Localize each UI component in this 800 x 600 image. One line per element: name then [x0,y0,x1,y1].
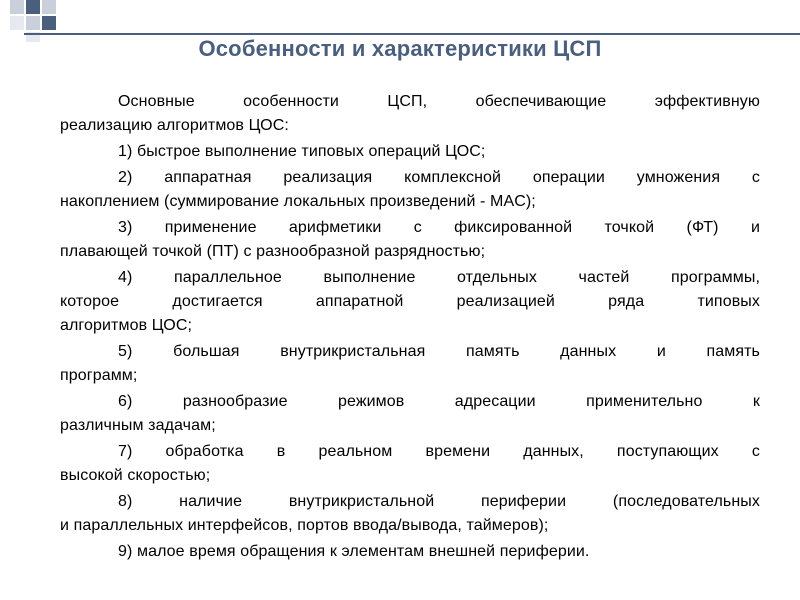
text-line: 2) аппаратная реализация комплексной операции умножения с [118,169,760,186]
text-line: 6) разнообразие режимов адресации применительно к [118,393,760,410]
text-line: алгоритмов ЦОС; [60,317,193,334]
list-item [60,440,760,488]
text-line: которое достигается аппаратной реализацией ряда типовых [60,293,760,310]
page-title: Особенности и характеристики ЦСП [198,36,602,61]
text-line: реализацию алгоритмов ЦОС: [60,117,289,134]
list-item [60,490,760,538]
deco-square [26,0,40,14]
text-line: 1) быстрое выполнение типовых операций ЦОС; [118,143,486,160]
text-line: 5) большая внутрикристальная память данных и память [118,343,760,360]
list-item [60,540,760,564]
slide-body [60,90,760,566]
text-line: 3) применение арифметики с фиксированной точкой (ФТ) и [118,219,760,236]
text-line: высокой скоростью; [60,467,211,484]
deco-square [42,16,56,30]
list-item [60,266,760,338]
list-item [60,340,760,388]
text-line: 9) малое время обращения к элементам внешней периферии. [118,543,590,560]
list-item [60,216,760,264]
list-item [60,166,760,214]
text-line: программ; [60,367,138,384]
deco-square [42,0,56,14]
text-line: Основные особенности ЦСП, обеспечивающие эффективную [118,93,760,110]
list-item [60,390,760,438]
list-item [60,140,760,164]
text-line: плавающей точкой (ПТ) с разнообразной разрядностью; [60,243,486,260]
text-line: 7) обработка в реальном времени данных, поступающих с [118,443,760,460]
intro-paragraph [60,90,760,138]
text-line: 4) параллельное выполнение отдельных частей программы, [118,269,760,286]
text-line: и параллельных интерфейсов, портов ввода/вывода, таймеров); [60,517,549,534]
text-line: 8) наличие внутрикристальной периферии (последовательных [118,493,760,510]
deco-square [26,16,40,30]
text-line: накоплением (суммирование локальных произведений - MAC); [60,193,536,210]
deco-square [10,16,24,30]
title-rule [24,33,800,35]
text-line: различным задачам; [60,417,216,434]
deco-square [10,0,24,14]
